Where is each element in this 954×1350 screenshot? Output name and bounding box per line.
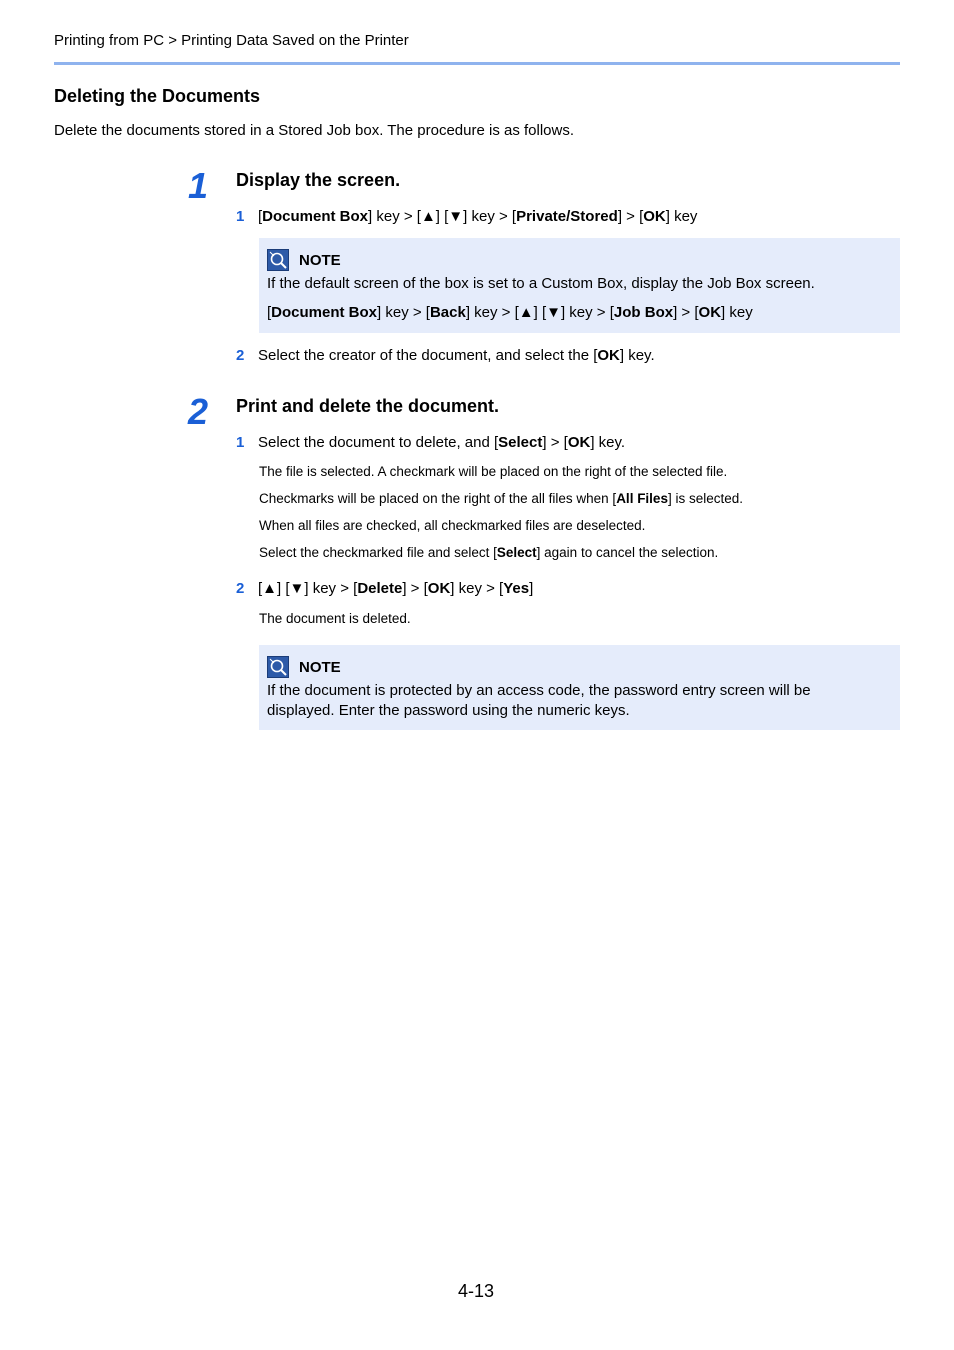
result-text: The document is deleted. xyxy=(259,611,411,626)
note-text: If the document is protected by an access code, the password entry screen will be displayed. Enter the password using the numeric keys. xyxy=(267,682,811,719)
step-1-substep-2: 2 Select the creator of the document, and select the [OK] key. xyxy=(236,347,655,364)
step-1-number: 1 xyxy=(188,165,209,206)
detail-line-4: Select the checkmarked file and select [Select] again to cancel the selection. xyxy=(259,545,719,560)
note-text: If the default screen of the box is set to a Custom Box, display the Job Box screen. xyxy=(267,275,815,292)
section-intro: Delete the documents stored in a Stored Job box. The procedure is as follows. xyxy=(54,122,575,139)
breadcrumb: Printing from PC > Printing Data Saved on the Printer xyxy=(54,32,409,49)
note-icon xyxy=(267,656,289,678)
step-2-number: 2 xyxy=(188,391,209,432)
substep-number: 1 xyxy=(236,434,245,451)
note-box-2 xyxy=(259,645,900,730)
step-2-title: Print and delete the document. xyxy=(236,396,500,416)
substep-number: 1 xyxy=(236,208,245,225)
page-number: 4-13 xyxy=(458,1281,495,1301)
note-label: NOTE xyxy=(299,251,341,269)
substep-number: 2 xyxy=(236,347,245,364)
step-2-substep-2: 2 [▲] [▼] key > [Delete] > [OK] key > [Yes] xyxy=(236,580,534,597)
step-1-substep-1: 1 [Document Box] key > [▲] [▼] key > [Private/Stored] > [OK] key xyxy=(236,208,698,225)
detail-line-3: When all files are checked, all checkmarked files are deselected. xyxy=(259,518,646,533)
detail-line-1: The file is selected. A checkmark will be placed on the right of the selected file. xyxy=(259,464,728,479)
note-key-sequence: [Document Box] key > [Back] key > [▲] [▼] key > [Job Box] > [OK] key xyxy=(267,304,753,321)
note-icon xyxy=(267,249,289,271)
substep-number: 2 xyxy=(236,580,245,597)
section-title: Deleting the Documents xyxy=(54,86,261,106)
note-label: NOTE xyxy=(299,658,341,676)
detail-line-2: Checkmarks will be placed on the right of the all files when [All Files] is selected. xyxy=(259,491,743,506)
header-rule xyxy=(54,62,900,65)
step-2-substep-1: 1 Select the document to delete, and [Select] > [OK] key. xyxy=(236,434,626,451)
step-1-title: Display the screen. xyxy=(236,170,401,190)
note-box-1 xyxy=(259,238,900,333)
